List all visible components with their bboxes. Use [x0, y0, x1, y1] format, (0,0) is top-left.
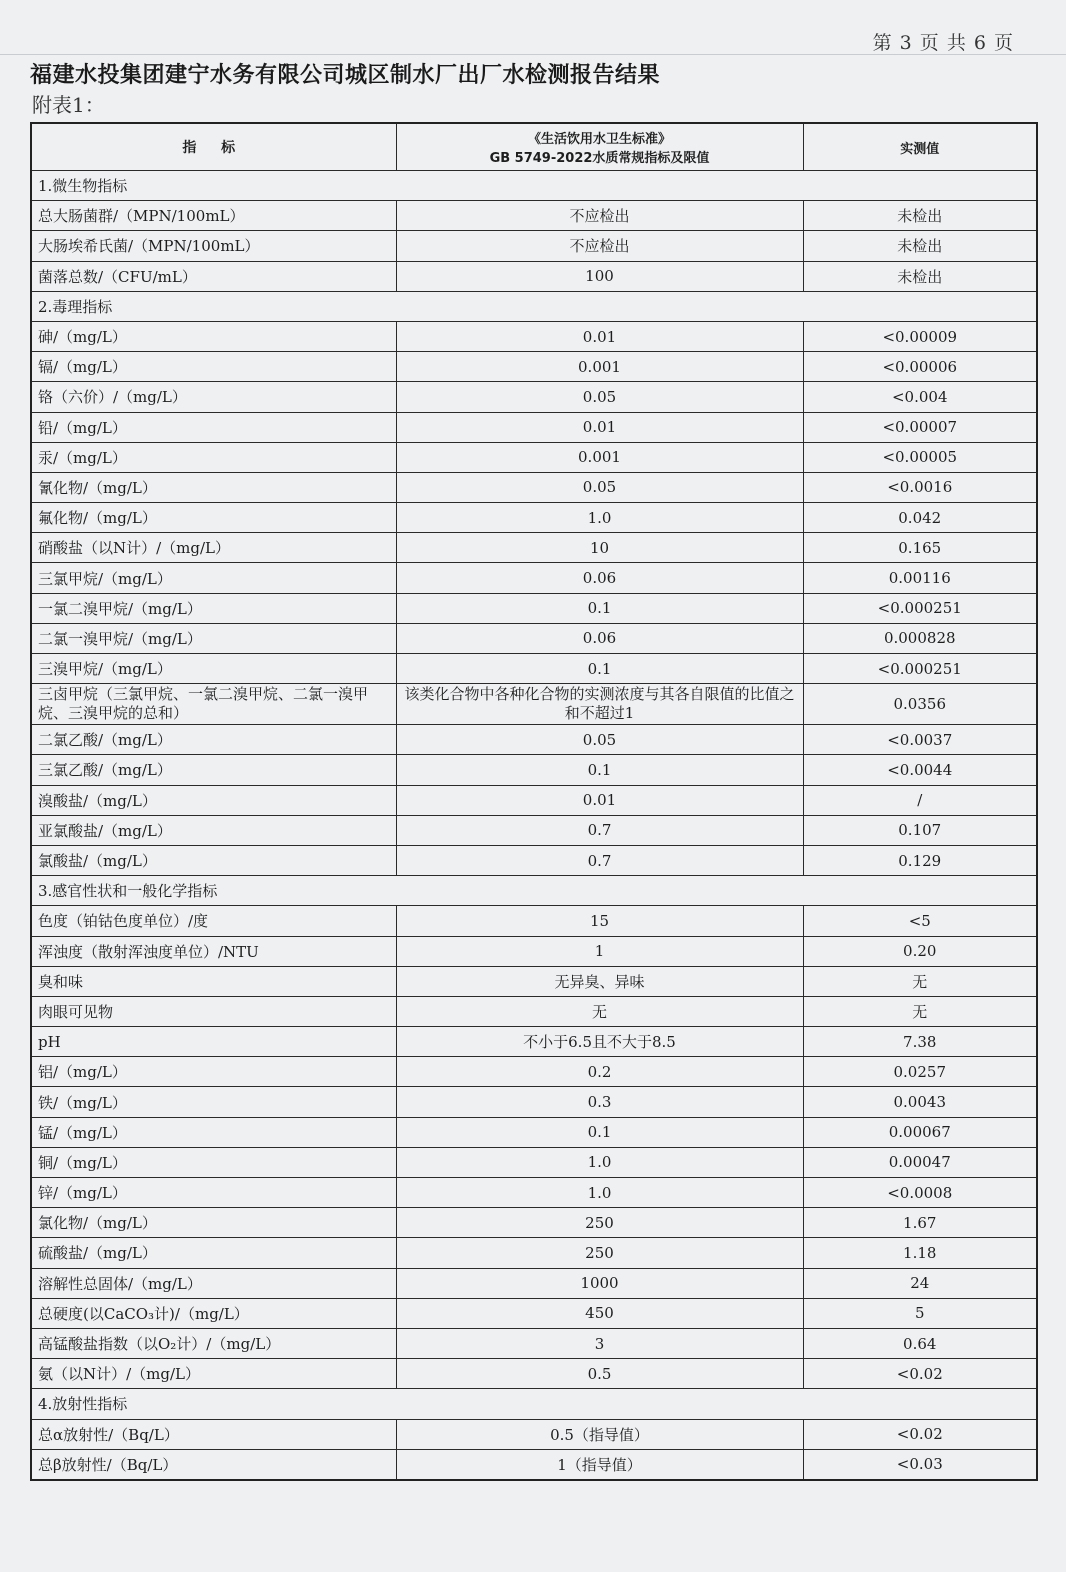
table-row [31, 593, 1037, 623]
limit-cell: 0.05 [396, 725, 803, 755]
measured-cell: <0.000251 [803, 654, 1037, 684]
indicator-cell: 高锰酸盐指数（以O₂计）/（mg/L） [31, 1328, 396, 1358]
indicator-cell: 三卤甲烷（三氯甲烷、一氯二溴甲烷、二氯一溴甲烷、三溴甲烷的总和） [31, 684, 396, 725]
limit-cell: 0.05 [396, 382, 803, 412]
limit-cell: 0.01 [396, 412, 803, 442]
measured-cell: 未检出 [803, 261, 1037, 291]
limit-cell: 不应检出 [396, 201, 803, 231]
measured-cell: 0.107 [803, 815, 1037, 845]
table-row [31, 654, 1037, 684]
section-title: 2.毒理指标 [31, 291, 1037, 321]
indicator-cell: 一氯二溴甲烷/（mg/L） [31, 593, 396, 623]
measured-cell: 0.042 [803, 503, 1037, 533]
measured-cell: 0.20 [803, 936, 1037, 966]
limit-cell: 100 [396, 261, 803, 291]
measured-cell: <0.0037 [803, 725, 1037, 755]
limit-cell: 无异臭、异味 [396, 966, 803, 996]
limit-cell: 15 [396, 906, 803, 936]
limit-cell: 不应检出 [396, 231, 803, 261]
section-title: 4.放射性指标 [31, 1389, 1037, 1419]
measured-cell: 0.000828 [803, 623, 1037, 653]
limit-cell: 10 [396, 533, 803, 563]
table-row [31, 996, 1037, 1026]
appendix-label: 附表1： [32, 93, 105, 117]
indicator-cell: 臭和味 [31, 966, 396, 996]
indicator-cell: pH [31, 1027, 396, 1057]
table-header-row [31, 123, 1037, 171]
limit-cell: 0.05 [396, 472, 803, 502]
limit-cell: 0.1 [396, 755, 803, 785]
limit-cell: 0.1 [396, 593, 803, 623]
measured-cell: <0.00009 [803, 321, 1037, 351]
limit-cell: 0.01 [396, 321, 803, 351]
table-row [31, 1057, 1037, 1087]
measured-cell: 5 [803, 1298, 1037, 1328]
results-table [30, 122, 1038, 1481]
limit-cell: 0.01 [396, 785, 803, 815]
measured-cell: 0.64 [803, 1328, 1037, 1358]
page-number: 第 3 页 共 6 页 [872, 32, 1014, 54]
indicator-cell: 氯化物/（mg/L） [31, 1208, 396, 1238]
indicator-cell: 镉/（mg/L） [31, 352, 396, 382]
table-row [31, 1268, 1037, 1298]
table-row [31, 1178, 1037, 1208]
table-row [31, 1238, 1037, 1268]
limit-cell: 0.001 [396, 442, 803, 472]
indicator-cell: 硫酸盐/（mg/L） [31, 1238, 396, 1268]
limit-cell: 0.2 [396, 1057, 803, 1087]
indicator-cell: 锰/（mg/L） [31, 1117, 396, 1147]
indicator-cell: 色度（铂钴色度单位）/度 [31, 906, 396, 936]
measured-cell: 0.00067 [803, 1117, 1037, 1147]
indicator-cell: 菌落总数/（CFU/mL） [31, 261, 396, 291]
table-row [31, 503, 1037, 533]
header-standard [396, 123, 803, 171]
table-row [31, 1419, 1037, 1449]
measured-cell: <0.000251 [803, 593, 1037, 623]
measured-cell: <0.03 [803, 1449, 1037, 1480]
indicator-cell: 亚氯酸盐/（mg/L） [31, 815, 396, 845]
limit-cell: 0.7 [396, 845, 803, 875]
measured-cell: <0.0016 [803, 472, 1037, 502]
section-row [31, 291, 1037, 321]
indicator-cell: 铜/（mg/L） [31, 1147, 396, 1177]
measured-cell: 0.0356 [803, 684, 1037, 725]
section-row [31, 171, 1037, 201]
table-row [31, 382, 1037, 412]
indicator-cell: 三氯甲烷/（mg/L） [31, 563, 396, 593]
report-title: 福建水投集团建宁水务有限公司城区制水厂出厂水检测报告结果 [30, 63, 661, 88]
table-row [31, 845, 1037, 875]
limit-cell: 250 [396, 1208, 803, 1238]
table-row [31, 623, 1037, 653]
indicator-cell: 铬（六价）/（mg/L） [31, 382, 396, 412]
limit-cell: 0.06 [396, 563, 803, 593]
limit-cell: 0.001 [396, 352, 803, 382]
measured-cell: 未检出 [803, 231, 1037, 261]
table-row [31, 755, 1037, 785]
limit-cell: 1（指导值） [396, 1449, 803, 1480]
table-row [31, 1359, 1037, 1389]
indicator-cell: 锌/（mg/L） [31, 1178, 396, 1208]
table-row [31, 231, 1037, 261]
limit-cell: 无 [396, 996, 803, 1026]
measured-cell: 无 [803, 996, 1037, 1026]
indicator-cell: 总β放射性/（Bq/L） [31, 1449, 396, 1480]
indicator-cell: 三氯乙酸/（mg/L） [31, 755, 396, 785]
table-row [31, 815, 1037, 845]
limit-cell: 3 [396, 1328, 803, 1358]
table-row [31, 1208, 1037, 1238]
indicator-cell: 铅/（mg/L） [31, 412, 396, 442]
limit-cell: 0.7 [396, 815, 803, 845]
table-row [31, 412, 1037, 442]
table-row [31, 725, 1037, 755]
limit-cell: 0.5 [396, 1359, 803, 1389]
measured-cell: <0.02 [803, 1419, 1037, 1449]
table-row [31, 563, 1037, 593]
table-row [31, 1298, 1037, 1328]
header-standard-line2: GB 5749-2022水质常规指标及限值 [489, 151, 710, 166]
measured-cell: 0.165 [803, 533, 1037, 563]
table-row [31, 472, 1037, 502]
limit-cell: 1 [396, 936, 803, 966]
measured-cell: <0.00005 [803, 442, 1037, 472]
indicator-cell: 肉眼可见物 [31, 996, 396, 1026]
table-row [31, 352, 1037, 382]
indicator-cell: 二氯一溴甲烷/（mg/L） [31, 623, 396, 653]
indicator-cell: 铝/（mg/L） [31, 1057, 396, 1087]
measured-cell: 0.0257 [803, 1057, 1037, 1087]
limit-cell: 该类化合物中各种化合物的实测浓度与其各自限值的比值之和不超过1 [396, 684, 803, 725]
table-row [31, 442, 1037, 472]
measured-cell: 24 [803, 1268, 1037, 1298]
table-row [31, 533, 1037, 563]
indicator-cell: 总α放射性/（Bq/L） [31, 1419, 396, 1449]
indicator-cell: 氟化物/（mg/L） [31, 503, 396, 533]
header-standard-line1: 《生活饮用水卫生标准》 [527, 132, 671, 147]
table-row [31, 966, 1037, 996]
indicator-cell: 总硬度(以CaCO₃计)/（mg/L） [31, 1298, 396, 1328]
header-indicator: 指 标 [31, 123, 396, 171]
limit-cell: 1000 [396, 1268, 803, 1298]
indicator-cell: 二氯乙酸/（mg/L） [31, 725, 396, 755]
measured-cell: <0.004 [803, 382, 1037, 412]
table-row [31, 785, 1037, 815]
indicator-cell: 铁/（mg/L） [31, 1087, 396, 1117]
indicator-cell: 溴酸盐/（mg/L） [31, 785, 396, 815]
measured-cell: <0.00007 [803, 412, 1037, 442]
measured-cell: 0.129 [803, 845, 1037, 875]
measured-cell: <0.00006 [803, 352, 1037, 382]
indicator-cell: 溶解性总固体/（mg/L） [31, 1268, 396, 1298]
table-row [31, 321, 1037, 351]
table-row [31, 684, 1037, 725]
indicator-cell: 浑浊度（散射浑浊度单位）/NTU [31, 936, 396, 966]
table-row [31, 1328, 1037, 1358]
table-row [31, 1027, 1037, 1057]
limit-cell: 不小于6.5且不大于8.5 [396, 1027, 803, 1057]
measured-cell: <0.0008 [803, 1178, 1037, 1208]
header-measured: 实测值 [803, 123, 1037, 171]
table-row [31, 1087, 1037, 1117]
measured-cell: 1.18 [803, 1238, 1037, 1268]
table-row [31, 261, 1037, 291]
table-row [31, 1147, 1037, 1177]
indicator-cell: 氰化物/（mg/L） [31, 472, 396, 502]
measured-cell: 0.00116 [803, 563, 1037, 593]
section-row [31, 876, 1037, 906]
table-row [31, 1117, 1037, 1147]
measured-cell: 1.67 [803, 1208, 1037, 1238]
limit-cell: 0.1 [396, 654, 803, 684]
indicator-cell: 砷/（mg/L） [31, 321, 396, 351]
measured-cell: 0.0043 [803, 1087, 1037, 1117]
indicator-cell: 氯酸盐/（mg/L） [31, 845, 396, 875]
table-row [31, 1449, 1037, 1480]
limit-cell: 450 [396, 1298, 803, 1328]
measured-cell: / [803, 785, 1037, 815]
table-row [31, 201, 1037, 231]
measured-cell: <0.02 [803, 1359, 1037, 1389]
section-title: 1.微生物指标 [31, 171, 1037, 201]
limit-cell: 0.1 [396, 1117, 803, 1147]
table-row [31, 936, 1037, 966]
limit-cell: 1.0 [396, 1147, 803, 1177]
limit-cell: 1.0 [396, 1178, 803, 1208]
limit-cell: 250 [396, 1238, 803, 1268]
section-row [31, 1389, 1037, 1419]
limit-cell: 0.5（指导值） [396, 1419, 803, 1449]
indicator-cell: 总大肠菌群/（MPN/100mL） [31, 201, 396, 231]
measured-cell: 未检出 [803, 201, 1037, 231]
measured-cell: 无 [803, 966, 1037, 996]
indicator-cell: 大肠埃希氏菌/（MPN/100mL） [31, 231, 396, 261]
indicator-cell: 硝酸盐（以N计）/（mg/L） [31, 533, 396, 563]
table-row [31, 906, 1037, 936]
indicator-cell: 三溴甲烷/（mg/L） [31, 654, 396, 684]
limit-cell: 0.3 [396, 1087, 803, 1117]
section-title: 3.感官性状和一般化学指标 [31, 876, 1037, 906]
measured-cell: <0.0044 [803, 755, 1037, 785]
limit-cell: 0.06 [396, 623, 803, 653]
measured-cell: 7.38 [803, 1027, 1037, 1057]
measured-cell: 0.00047 [803, 1147, 1037, 1177]
top-rule [0, 54, 1066, 55]
indicator-cell: 汞/（mg/L） [31, 442, 396, 472]
indicator-cell: 氨（以N计）/（mg/L） [31, 1359, 396, 1389]
measured-cell: <5 [803, 906, 1037, 936]
limit-cell: 1.0 [396, 503, 803, 533]
